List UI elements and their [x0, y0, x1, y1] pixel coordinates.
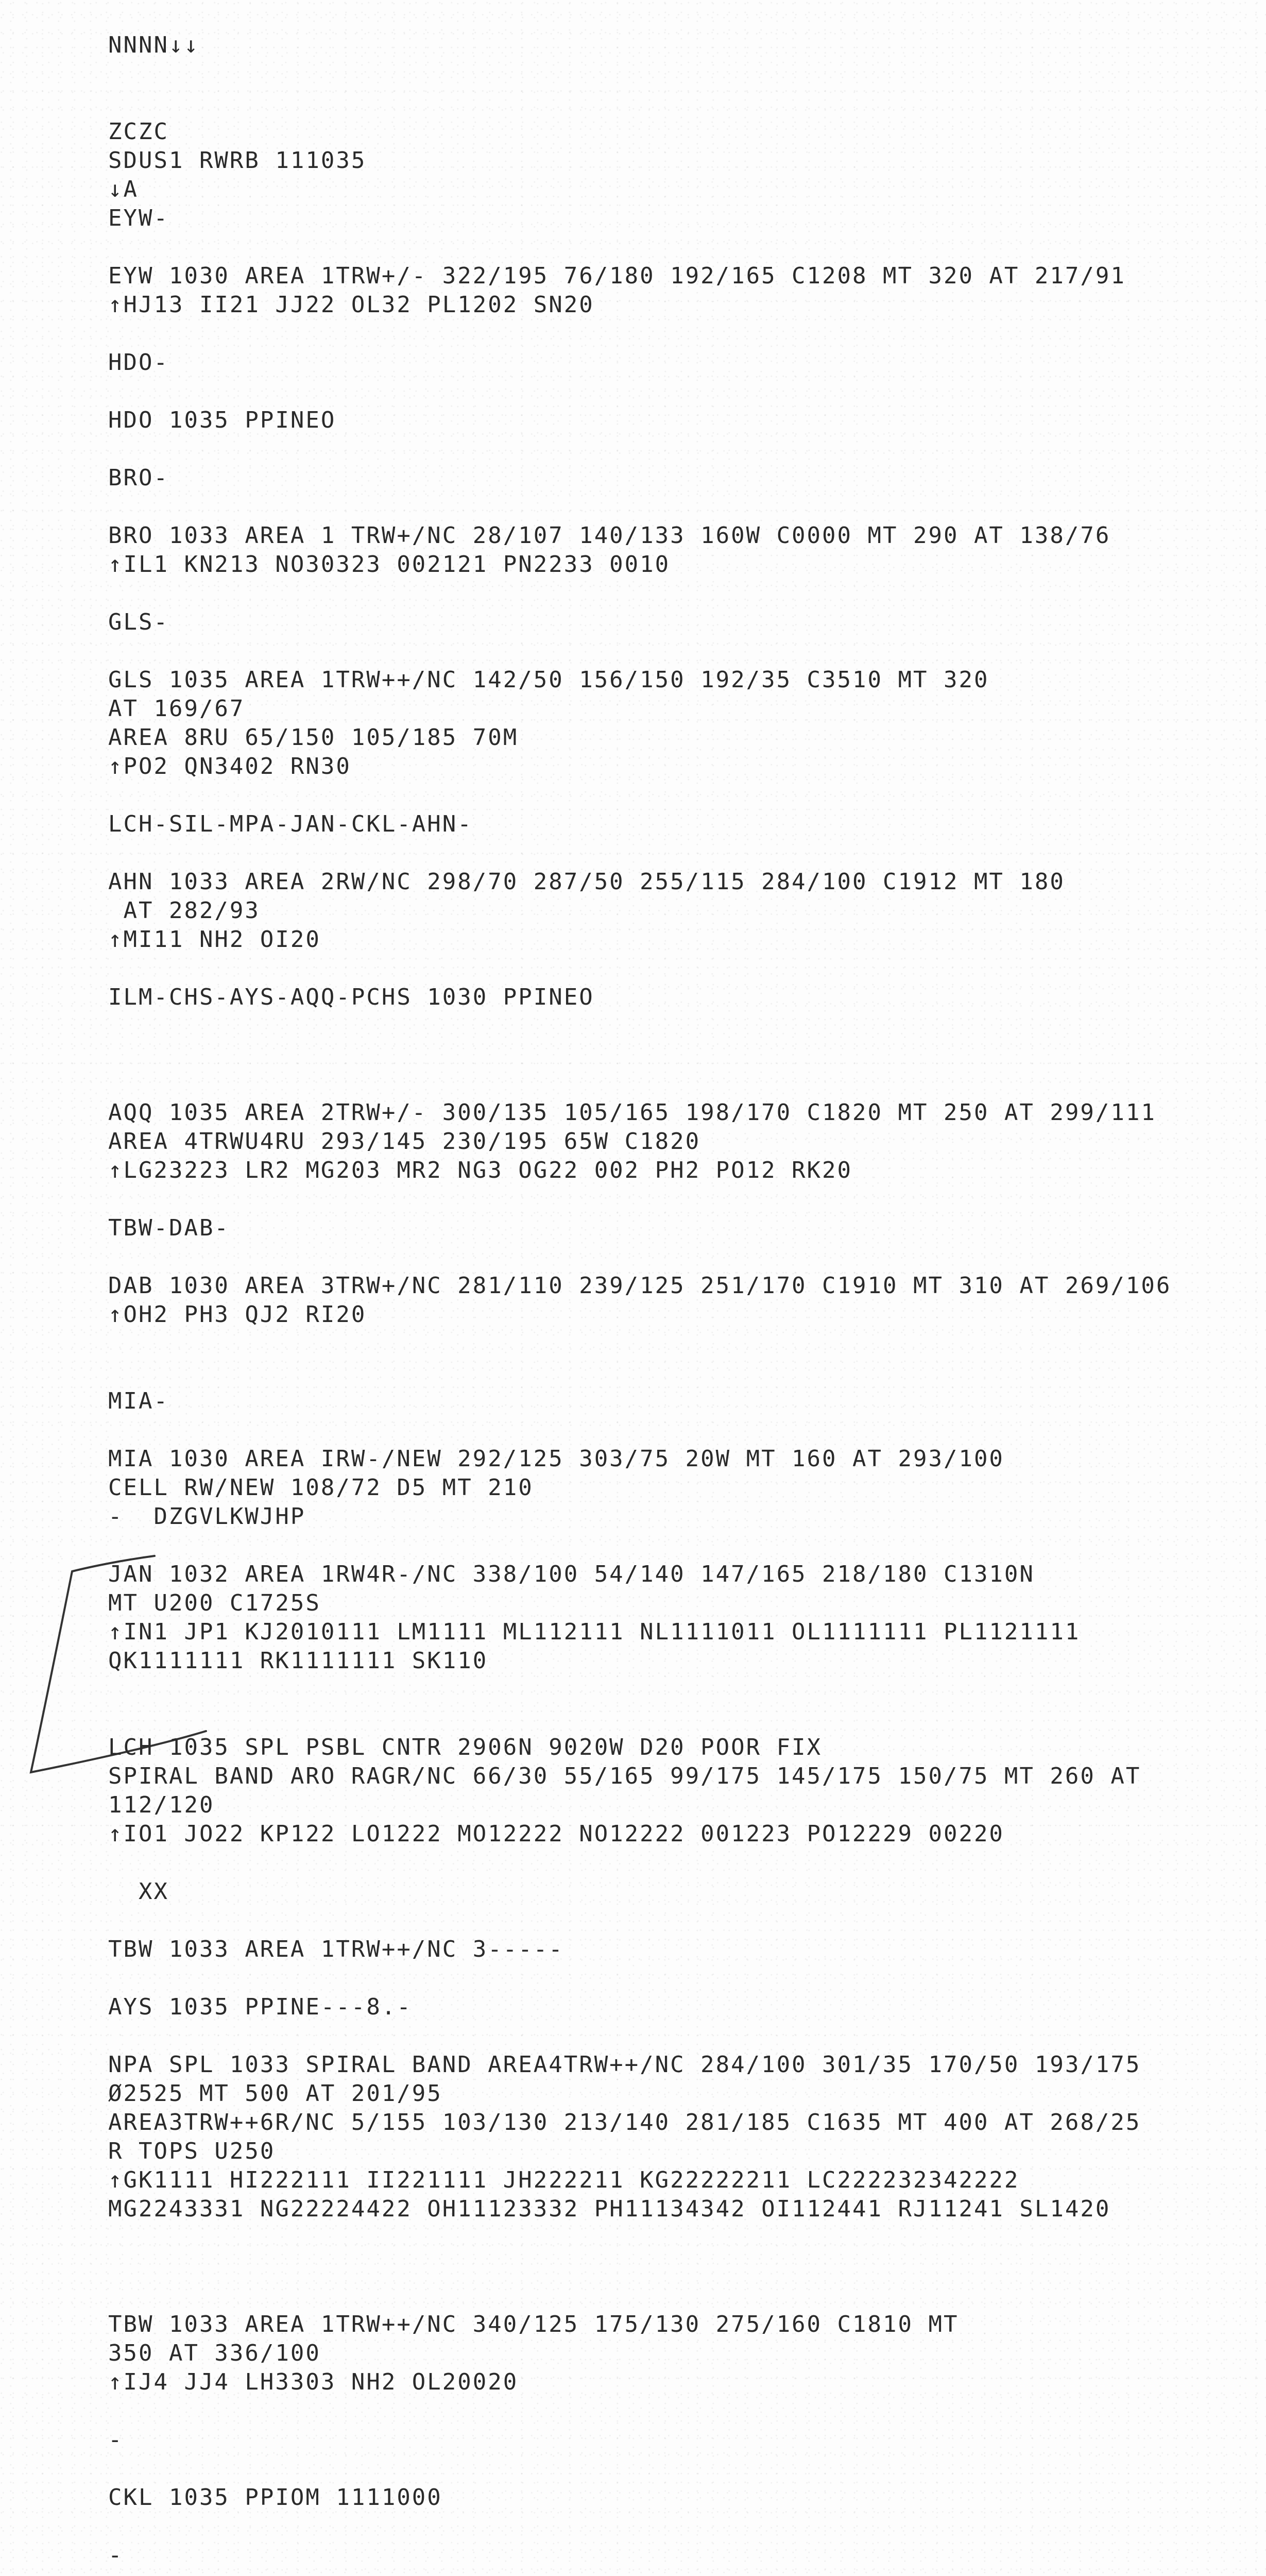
report-line: ↑OH2 PH3 QJ2 RI20: [108, 1301, 367, 1328]
report-line: MG2243331 NG22224422 OH11123332 PH11134342 OI112441 RJ11241 SL1420: [108, 2196, 1111, 2222]
header-line: SDUS1 RWRB 111035: [108, 147, 367, 174]
report-line: LCH 1035 SPL PSBL CNTR 2906N 9020W D20 POOR FIX: [108, 1734, 823, 1760]
report-line: TBW 1033 AREA 1TRW++/NC 340/125 175/130 275/160 C1810 MT: [108, 2311, 959, 2337]
report-line: MT U200 C1725S: [108, 1590, 321, 1616]
report-line: MIA 1030 AREA IRW-/NEW 292/125 303/75 20W MT 160 AT 293/100: [108, 1446, 1004, 1472]
header-line: ZCZC: [108, 118, 169, 145]
report-line: ↑HJ13 II21 JJ22 OL32 PL1202 SN20: [108, 292, 594, 318]
report-line: AREA3TRW++6R/NC 5/155 103/130 213/140 281/185 C1635 MT 400 AT 268/25: [108, 2109, 1141, 2136]
report-line: BRO 1033 AREA 1 TRW+/NC 28/107 140/133 160W C0000 MT 290 AT 138/76: [108, 522, 1111, 549]
report-line: DAB 1030 AREA 3TRW+/NC 281/110 239/125 251/170 C1910 MT 310 AT 269/106: [108, 1273, 1172, 1299]
station-heading: MIA-: [108, 1388, 169, 1414]
report-line: ↑IO1 JO22 KP122 LO1222 MO12222 NO12222 001223 PO12229 00220: [108, 1821, 1004, 1847]
report-line: - DZGVLKWJHP: [108, 1503, 306, 1530]
report-line: ↑PO2 QN3402 RN30: [108, 753, 351, 779]
report-line: ↑IL1 KN213 NO30323 002121 PN2233 0010: [108, 551, 671, 578]
station-heading: LCH-SIL-MPA-JAN-CKL-AHN-: [108, 811, 473, 837]
report-line: SPIRAL BAND ARO RAGR/NC 66/30 55/165 99/175 145/175 150/75 MT 260 AT: [108, 1763, 1141, 1789]
report-line: ↑GK1111 HI222111 II221111 JH222211 KG22222211 LC222232342222: [108, 2167, 1020, 2193]
report-line: EYW 1030 AREA 1TRW+/- 322/195 76/180 192/165 C1208 MT 320 AT 217/91: [108, 263, 1126, 289]
report-line: Ø2525 MT 500 AT 201/95: [108, 2080, 442, 2107]
separator-dash: -: [108, 2427, 124, 2453]
report-line: ↑MI11 NH2 OI20: [108, 926, 321, 953]
cancel-mark: XX: [108, 1878, 169, 1905]
teletype-weather-bulletin: [108, 31, 1241, 2576]
report-line: AREA 8RU 65/150 105/185 70M: [108, 724, 519, 751]
report-line: AT 282/93: [108, 897, 260, 924]
report-line: CELL RW/NEW 108/72 D5 MT 210: [108, 1475, 534, 1501]
report-line: GLS 1035 AREA 1TRW++/NC 142/50 156/150 192/35 C3510 MT 320: [108, 667, 989, 693]
report-line: CKL 1035 PPIOM 1111000: [108, 2484, 442, 2511]
station-heading: BRO-: [108, 465, 169, 491]
report-line: 350 AT 336/100: [108, 2340, 321, 2366]
report-line: ↑IJ4 JJ4 LH3303 NH2 OL20020: [108, 2369, 519, 2395]
report-line: R TOPS U250: [108, 2138, 276, 2164]
station-heading: ILM-CHS-AYS-AQQ-PCHS 1030 PPINEO: [108, 984, 594, 1010]
report-line: HDO 1035 PPINEO: [108, 407, 336, 433]
report-line: ↑IN1 JP1 KJ2010111 LM1111 ML112111 NL1111011 OL1111111 PL1121111: [108, 1619, 1081, 1645]
report-line: JAN 1032 AREA 1RW4R-/NC 338/100 54/140 147/165 218/180 C1310N: [108, 1561, 1035, 1587]
report-line: AHN 1033 AREA 2RW/NC 298/70 287/50 255/115 284/100 C1912 MT 180: [108, 869, 1065, 895]
station-heading: GLS-: [108, 609, 169, 635]
station-heading: HDO-: [108, 349, 169, 376]
report-line: QK1111111 RK1111111 SK110: [108, 1648, 488, 1674]
header-line: ↓A: [108, 176, 139, 202]
separator-dash: -: [108, 2542, 124, 2568]
station-heading: EYW-: [108, 205, 169, 231]
report-line: AYS 1035 PPINE---8.-: [108, 1994, 412, 2020]
report-line: TBW 1033 AREA 1TRW++/NC 3-----: [108, 1936, 564, 1962]
report-line: ↑LG23223 LR2 MG203 MR2 NG3 OG22 002 PH2 PO12 RK20: [108, 1157, 853, 1183]
report-line: NPA SPL 1033 SPIRAL BAND AREA4TRW++/NC 284/100 301/35 170/50 193/175: [108, 2052, 1141, 2078]
report-line: 112/120: [108, 1792, 215, 1818]
report-line: AQQ 1035 AREA 2TRW+/- 300/135 105/165 198/170 C1820 MT 250 AT 299/111: [108, 1099, 1156, 1126]
station-heading: TBW-DAB-: [108, 1215, 230, 1241]
report-line: AREA 4TRWU4RU 293/145 230/195 65W C1820: [108, 1128, 701, 1155]
header-line: NNNN↓↓: [108, 32, 199, 58]
report-line: AT 169/67: [108, 696, 245, 722]
